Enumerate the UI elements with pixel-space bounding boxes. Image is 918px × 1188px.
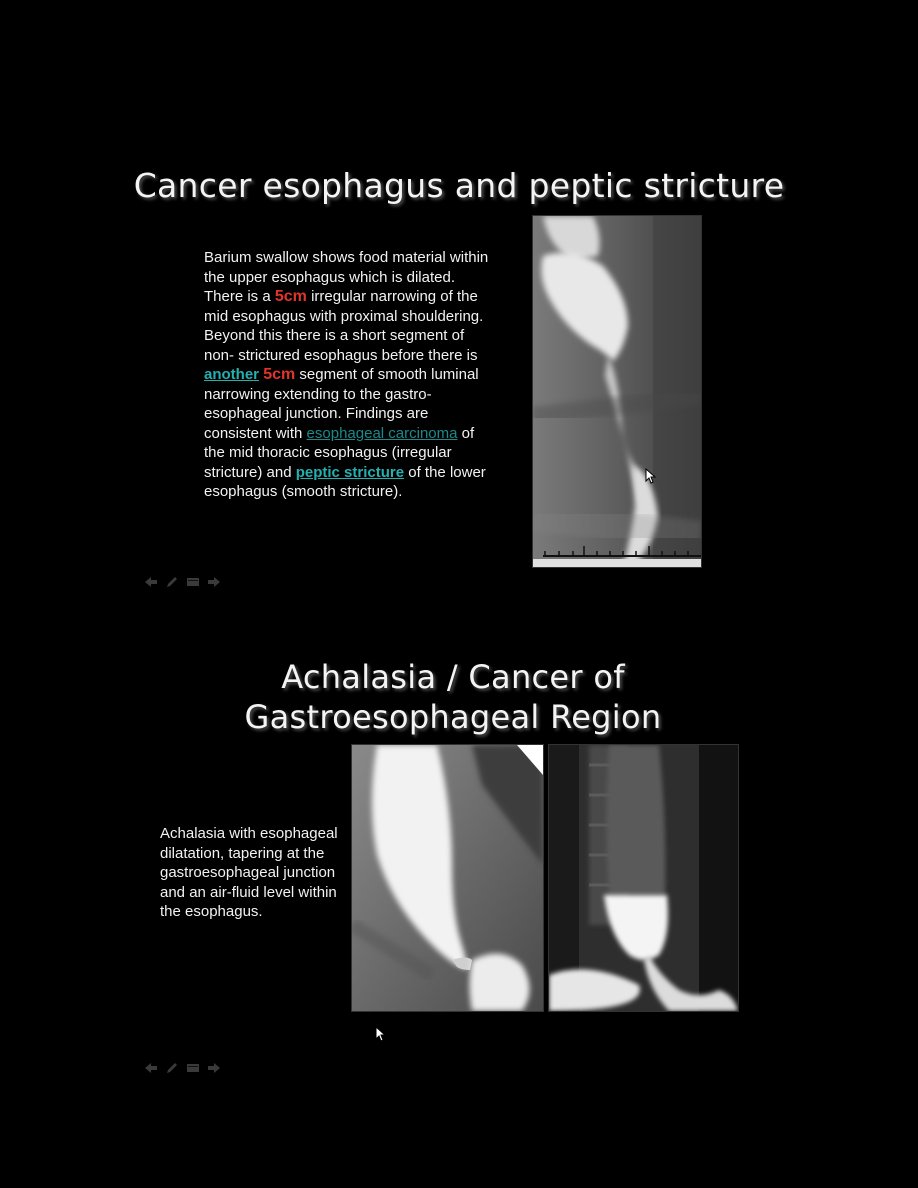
arrow-left-icon[interactable]	[144, 1062, 158, 1074]
slide2-title-line2: Gastroesophageal Region	[244, 698, 662, 736]
mouse-cursor-icon	[645, 468, 657, 484]
desc-text: irregular narrowing of the mid esophagus with proximal shouldering. Beyond this there is a short segment of non- strictured esophagus before there is	[204, 288, 484, 364]
desc-text: of the lower esophagus (smooth stricture).	[204, 463, 486, 500]
desc-text: Barium swallow shows food material within the upper esophagus which is dilated. There is a	[204, 249, 489, 305]
measurement-highlight: 5cm	[263, 366, 296, 383]
barium-swallow-xray-image	[532, 215, 702, 568]
link-peptic-stricture[interactable]: peptic stricture	[295, 463, 405, 481]
pen-icon[interactable]	[165, 576, 179, 588]
arrow-left-icon[interactable]	[144, 576, 158, 588]
arrow-right-icon[interactable]	[207, 576, 221, 588]
measurement-highlight: 5cm	[274, 288, 307, 305]
arrow-right-icon[interactable]	[207, 1062, 221, 1074]
slide2-title-line1: Achalasia / Cancer of	[281, 658, 625, 696]
desc-text: of the mid thoracic esophagus (irregular stricture) and	[204, 424, 475, 481]
pen-icon[interactable]	[165, 1062, 179, 1074]
slide2-description: Achalasia with esophageal dilatation, tapering at the gastroesophageal junction and an air-fluid level within the esophagus.	[160, 825, 338, 920]
menu-icon[interactable]	[186, 1062, 200, 1074]
slide1-navigation	[144, 575, 234, 589]
desc-text: segment of smooth luminal narrowing extending to the gastro- esophageal junction. Findings are consistent with	[204, 366, 479, 442]
link-esophageal-carcinoma[interactable]: esophageal carcinoma	[306, 424, 458, 442]
mouse-cursor-icon	[375, 1026, 387, 1042]
slide2-navigation	[144, 1061, 234, 1075]
achalasia-xray-right-image	[548, 744, 739, 1012]
slide1-title: Cancer esophagus and peptic stricture	[133, 166, 785, 205]
slide1-description	[204, 248, 496, 502]
slide2-title	[0, 657, 906, 737]
menu-icon[interactable]	[186, 576, 200, 588]
link-another[interactable]: another	[204, 366, 260, 383]
achalasia-xray-left-image	[351, 744, 544, 1012]
